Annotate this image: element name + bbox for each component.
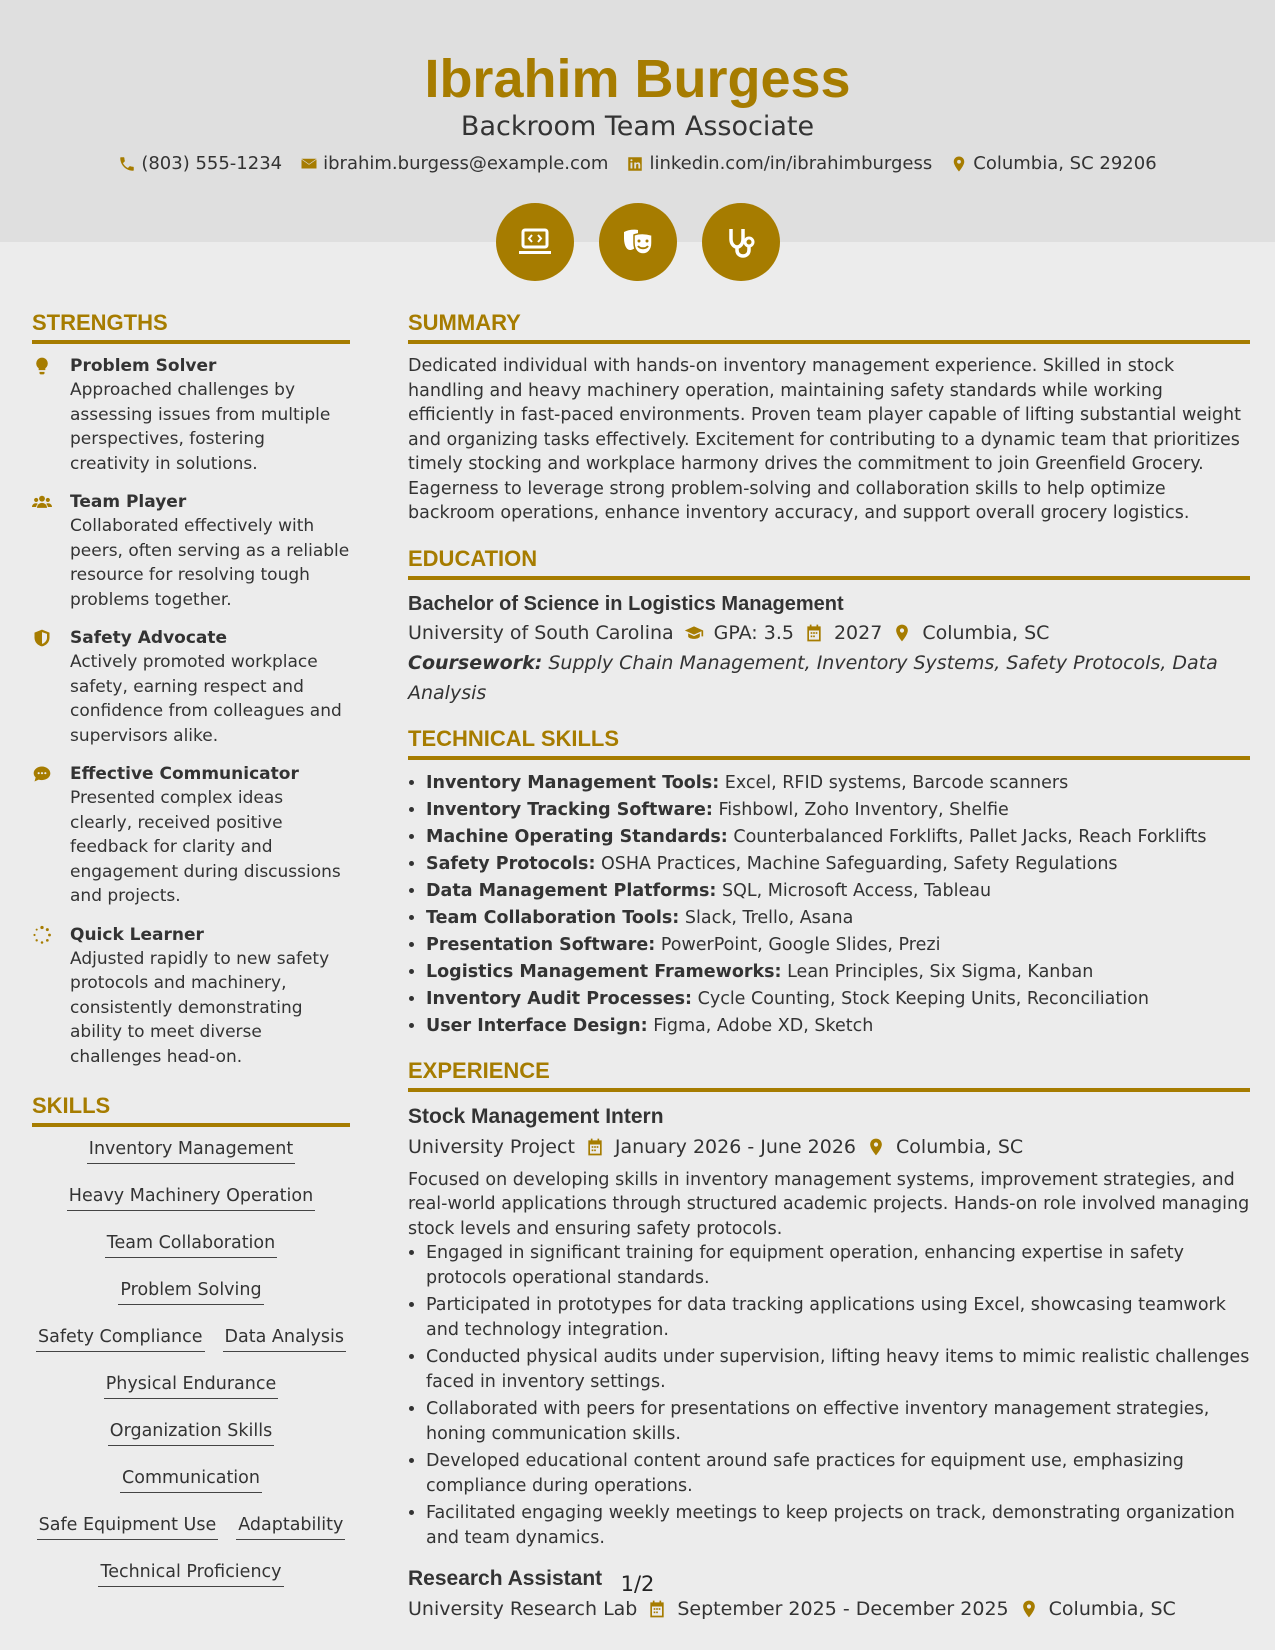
job-role: Research Assistant: [408, 1567, 603, 1590]
envelope-icon: [300, 155, 318, 173]
summary-text: Dedicated individual with hands-on inventory management experience. Skilled in stock handling and heavy machinery operation, maintaining safety standards while working efficiently in fast-paced environments. Proven team player capable of lifting substantial weight and organizing tasks effectively. Excitement for contributing to a dynamic team that prioritizes timely stocking and workplace harmony drives the commitment to join Greenfield Grocery. Eagerness to leverage strong problem-solving and collaboration skills to help optimize backroom operations, enhance inventory accuracy, and support overall grocery logistics.: [408, 356, 1241, 523]
skill-tag: Heavy Machinery Operation: [67, 1184, 315, 1211]
contact-bar: [0, 152, 1275, 176]
list-item: • Team Collaboration Tools: Slack, Trello, Asana: [426, 905, 1250, 932]
strength-desc: Collaborated effectively with peers, often serving as a reliable resource for resolving tough problems together.: [70, 516, 350, 610]
phone-icon: [118, 155, 136, 173]
list-item: • Conducted physical audits under supervision, lifting heavy items to mimic realistic challenges faced in inventory settings.: [426, 1345, 1250, 1394]
list-item: • Inventory Audit Processes: Cycle Counting, Stock Keeping Units, Reconciliation: [426, 986, 1250, 1013]
job-title: Backroom Team Associate: [460, 111, 815, 142]
page-number: 1/2: [620, 1572, 655, 1596]
job-role: Stock Management Intern: [408, 1104, 664, 1128]
education-heading: EDUCATION: [408, 544, 1250, 580]
right-column: [408, 308, 1250, 1624]
strength-title: Effective Communicator: [70, 764, 299, 784]
summary-heading: SUMMARY: [408, 308, 1250, 344]
strength-item: [32, 354, 350, 476]
map-marker-icon: [1019, 1599, 1039, 1619]
degree: Bachelor of Science in Logistics Management: [408, 592, 844, 615]
contact-phone[interactable]: [118, 152, 282, 176]
contact-email-text: ibrahim.burgess@example.com: [323, 153, 609, 174]
skill-tag: Physical Endurance: [104, 1372, 279, 1399]
skill-tag: Technical Proficiency: [98, 1560, 283, 1587]
skill-tag: Communication: [120, 1466, 262, 1493]
strength-title: Safety Advocate: [70, 628, 228, 648]
education-meta: [408, 618, 1250, 648]
job-location: Columbia, SC: [896, 1135, 1024, 1158]
list-item: • User Interface Design: Figma, Adobe XD, Sketch: [426, 1013, 1250, 1040]
gpa: GPA: 3.5: [713, 621, 794, 644]
map-marker-icon: [866, 1137, 886, 1157]
list-item: • Machine Operating Standards: Counterbalanced Forklifts, Pallet Jacks, Reach Forklifts: [426, 824, 1250, 851]
laptop-code-icon: [496, 203, 574, 281]
school-location: Columbia, SC: [922, 621, 1050, 644]
school: University of South Carolina: [408, 621, 674, 644]
coursework: [408, 648, 1250, 708]
contact-email[interactable]: [300, 152, 608, 176]
strength-desc: Approached challenges by assessing issues from multiple perspectives, fostering creativity in solutions.: [70, 380, 331, 474]
list-item: • Safety Protocols: OSHA Practices, Machine Safeguarding, Safety Regulations: [426, 851, 1250, 878]
coursework-label: Coursework:: [408, 651, 543, 674]
job-description: Focused on developing skills in inventory management systems, improvement strategies, and real-world applications through structured academic projects. Hands-on role involved managing stock levels and ensuring safety protocols.: [408, 1169, 1250, 1239]
skill-tag: Team Collaboration: [105, 1231, 277, 1258]
skill-tag: Problem Solving: [118, 1278, 263, 1305]
contact-linkedin-text: linkedin.com/in/ibrahimburgess: [649, 153, 933, 174]
contact-phone-text: (803) 555-1234: [141, 153, 283, 174]
list-item: • Logistics Management Frameworks: Lean Principles, Six Sigma, Kanban: [426, 959, 1250, 986]
calendar-icon: [585, 1137, 605, 1157]
skill-tag: Organization Skills: [108, 1419, 274, 1446]
candidate-name: Ibrahim Burgess: [424, 49, 851, 109]
lightbulb-icon: [32, 356, 52, 376]
job-dates: January 2026 - June 2026: [614, 1135, 857, 1158]
job-bullets: [408, 1241, 1250, 1550]
map-marker-icon: [950, 155, 968, 173]
list-item: • Presentation Software: PowerPoint, Google Slides, Prezi: [426, 932, 1250, 959]
coursework-text: Supply Chain Management, Inventory Systems, Safety Protocols, Data Analysis: [408, 651, 1218, 704]
strength-desc: Actively promoted workplace safety, earning respect and confidence from colleagues and supervisors alike.: [70, 652, 342, 746]
grad-year: 2027: [833, 621, 883, 644]
shield-icon: [32, 628, 52, 648]
strength-title: Problem Solver: [70, 356, 217, 376]
job-org: University Project: [408, 1135, 575, 1158]
list-item: • Engaged in significant training for equipment operation, enhancing expertise in safety protocols operational standards.: [426, 1241, 1250, 1290]
left-column: [32, 308, 350, 1607]
list-item: • Participated in prototypes for data tracking applications using Excel, showcasing teamwork and technology integration.: [426, 1293, 1250, 1342]
job-meta: [408, 1594, 1250, 1624]
spinner-icon: [32, 925, 52, 945]
contact-location: [950, 152, 1156, 176]
job-org: University Research Lab: [408, 1598, 638, 1620]
users-icon: [32, 492, 52, 512]
technical-skills-list: [408, 770, 1250, 1040]
skill-tag: Safe Equipment Use: [37, 1513, 219, 1540]
skill-tag: Data Analysis: [223, 1325, 346, 1352]
strength-item: [32, 490, 350, 612]
theater-masks-icon: [599, 203, 677, 281]
list-item: • Inventory Management Tools: Excel, RFID systems, Barcode scanners: [426, 770, 1250, 797]
strength-title: Team Player: [70, 492, 187, 512]
experience-heading: EXPERIENCE: [408, 1056, 1250, 1092]
job-dates: September 2025 - December 2025: [677, 1598, 1009, 1620]
contact-location-text: Columbia, SC 29206: [973, 153, 1157, 174]
comment-icon: [32, 764, 52, 784]
graduation-cap-icon: [684, 623, 704, 643]
interest-icons: [0, 203, 1275, 281]
skills-list: [32, 1137, 350, 1587]
skills-heading: SKILLS: [32, 1091, 350, 1127]
list-item: • Developed educational content around safe practices for equipment use, emphasizing compliance during operations.: [426, 1449, 1250, 1498]
list-item: • Collaborated with peers for presentations on effective inventory management strategies, honing communication skills.: [426, 1397, 1250, 1446]
list-item: • Inventory Tracking Software: Fishbowl, Zoho Inventory, Shelfie: [426, 797, 1250, 824]
contact-linkedin[interactable]: [626, 152, 932, 176]
strength-title: Quick Learner: [70, 924, 204, 945]
strength-item: [32, 762, 350, 909]
skill-tag: Safety Compliance: [36, 1325, 205, 1352]
list-item: • Facilitated engaging weekly meetings to keep projects on track, demonstrating organization and team dynamics.: [426, 1501, 1250, 1550]
linkedin-icon: [626, 155, 644, 173]
technical-skills-heading: TECHNICAL SKILLS: [408, 724, 1250, 760]
skill-tag: Inventory Management: [87, 1137, 295, 1164]
list-item: • Data Management Platforms: SQL, Microsoft Access, Tableau: [426, 878, 1250, 905]
calendar-icon: [647, 1599, 667, 1619]
strengths-heading: STRENGTHS: [32, 308, 350, 344]
strength-desc: Adjusted rapidly to new safety protocols and machinery, consistently demonstrating ability to meet diverse challenges head-on.: [70, 948, 330, 1067]
job-location: Columbia, SC: [1048, 1598, 1176, 1620]
strength-item: [32, 626, 350, 748]
map-marker-icon: [892, 623, 912, 643]
stethoscope-icon: [702, 203, 780, 281]
skill-tag: Adaptability: [236, 1513, 345, 1540]
calendar-icon: [804, 623, 824, 643]
strength-item: [32, 923, 350, 1070]
job-meta: [408, 1132, 1250, 1162]
strength-desc: Presented complex ideas clearly, received positive feedback for clarity and engagement during discussions and projects.: [70, 788, 341, 906]
